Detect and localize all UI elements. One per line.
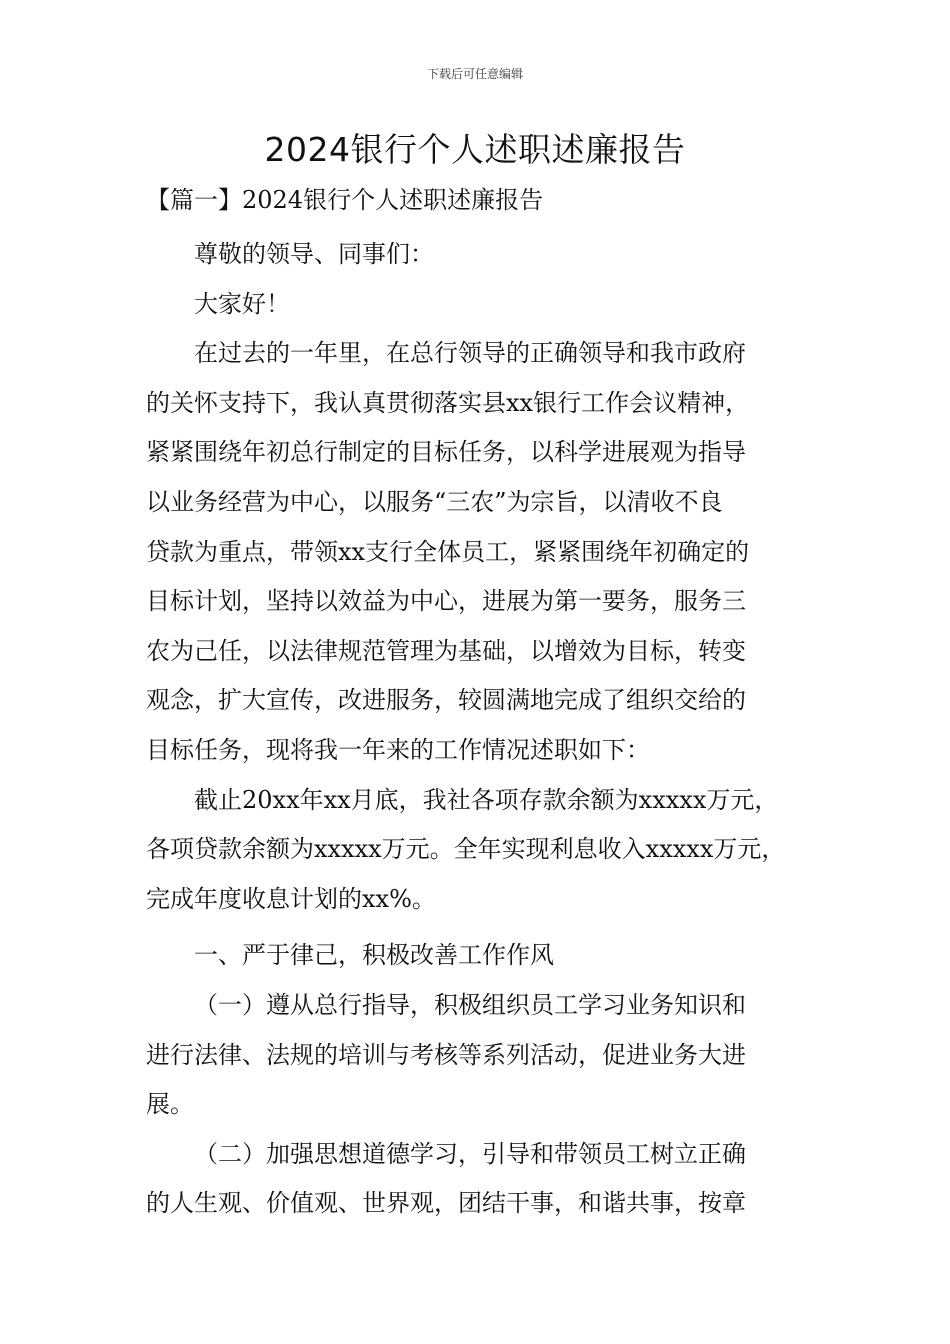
- text-line: 贷款为重点，带领xx支行全体员工，紧紧围绕年初确定的: [146, 537, 750, 566]
- text-line: 以业务经营为中心，以服务“三农”为宗旨，以清收不良: [146, 487, 723, 516]
- text-line: 紧紧围绕年初总行制定的目标任务，以科学进展观为指导: [146, 438, 746, 467]
- spacer: [146, 924, 808, 931]
- text-line: 大家好！: [194, 289, 290, 318]
- paragraph-intro: [146, 329, 808, 775]
- text-line: 一、严于律己，积极改善工作作风: [194, 941, 554, 970]
- text-line: 的关怀支持下，我认真贯彻落实县xx银行工作会议精神，: [146, 388, 750, 417]
- paragraph-item-1: [146, 981, 808, 1130]
- text-line: 目标任务，现将我一年来的工作情况述职如下：: [146, 735, 650, 764]
- text-line: （二）加强思想道德学习，引导和带领员工树立正确: [194, 1139, 746, 1168]
- text-line: 在过去的一年里，在总行领导的正确领导和我市政府: [194, 339, 746, 368]
- subheading-one: [146, 931, 808, 981]
- paragraph-figures: [146, 776, 808, 925]
- text-line: 各项贷款余额为xxxxx万元。全年实现利息收入xxxxx万元，: [146, 835, 786, 864]
- document-title: 2024银行个人述职述廉报告: [264, 130, 686, 169]
- salutation: [146, 230, 808, 280]
- paragraph-item-2: [146, 1130, 808, 1229]
- section-heading: 【篇一】2024银行个人述职述廉报告: [146, 186, 544, 214]
- text-line: 的人生观、价值观、世界观，团结干事，和谐共事，按章: [146, 1189, 746, 1218]
- text-line: 观念，扩大宣传，改进服务，较圆满地完成了组织交给的: [146, 686, 746, 715]
- text-line: 目标计划，坚持以效益为中心，进展为第一要务，服务三: [146, 587, 746, 616]
- text-line: 进行法律、法规的培训与考核等系列活动，促进业务大进: [146, 1040, 746, 1069]
- page-header: 下载后可任意编辑: [426, 67, 523, 81]
- text-line: 展。: [146, 1090, 194, 1119]
- text-line: 截止20xx年xx月底，我社各项存款余额为xxxxx万元，: [194, 785, 779, 814]
- text-line: （一）遵从总行指导，积极组织员工学习业务知识和: [194, 990, 746, 1019]
- greeting: [146, 280, 808, 330]
- text-line: 尊敬的领导、同事们：: [194, 240, 434, 268]
- document-body: [146, 230, 808, 1229]
- text-line: 农为己任，以法律规范管理为基础，以增效为目标，转变: [146, 636, 746, 665]
- text-line: 完成年度收息计划的xx%。: [146, 884, 436, 913]
